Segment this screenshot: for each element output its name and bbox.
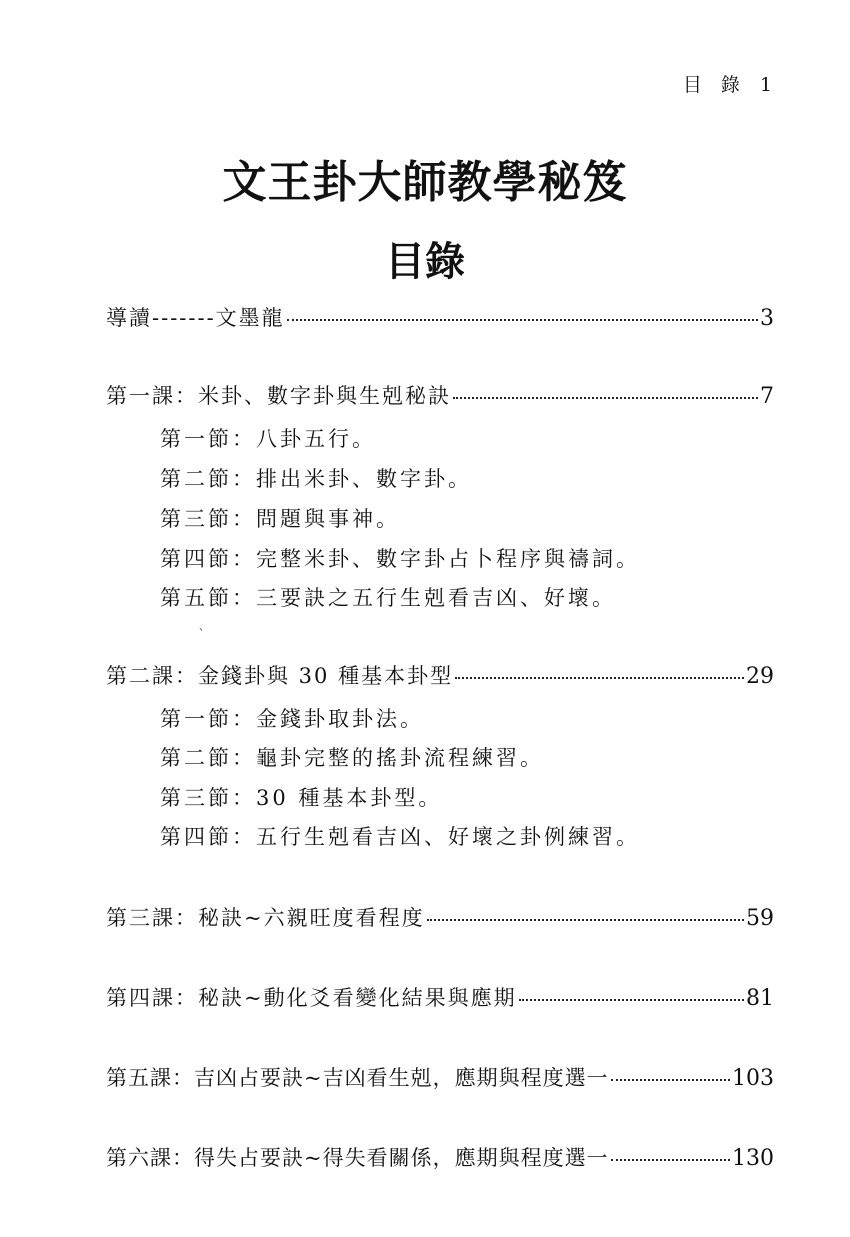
section-item: 第一節：金錢卦取卦法。 [160, 707, 424, 731]
toc-entry-lesson-5 [106, 1062, 774, 1092]
section-item: 第三節：問題與事神。 [160, 507, 400, 531]
toc-entry-page: 81 [746, 986, 774, 1011]
toc-entry-page: 59 [746, 906, 774, 931]
dot-leader [427, 919, 744, 921]
toc-heading: 目錄 [385, 239, 465, 285]
toc-entry-label: 第二課：金錢卦與 30 種基本卦型 [106, 664, 454, 688]
dot-leader [287, 319, 758, 321]
book-title: 文王卦大師教學秘笈 [222, 157, 628, 208]
toc-entry-label: 第四課：秘訣~動化爻看變化結果與應期 [106, 986, 517, 1010]
toc-entry-intro [106, 302, 774, 332]
toc-entry-label: 導讀-------文墨龍 [106, 306, 285, 330]
dot-leader [453, 397, 758, 399]
dot-leader [611, 1079, 730, 1081]
toc-entry-page: 103 [732, 1066, 774, 1091]
running-header [669, 70, 772, 97]
running-header-label: 目 錄 [682, 74, 740, 96]
dot-leader [519, 999, 744, 1001]
toc-entry-page: 29 [746, 664, 774, 689]
section-item: 第二節：排出米卦、數字卦。 [160, 467, 472, 491]
section-item: 第一節：八卦五行。 [160, 427, 376, 451]
toc-entry-label: 第三課：秘訣~六親旺度看程度 [106, 906, 425, 930]
toc-entry-lesson-4 [106, 982, 774, 1012]
toc-entry-label: 第一課：米卦、數字卦與生剋秘訣 [106, 384, 451, 408]
dot-leader [611, 1159, 730, 1161]
toc-entry-label: 第六課：得失占要訣~得失看關係，應期與程度選一 [106, 1146, 609, 1170]
toc-entry-page: 130 [732, 1146, 774, 1171]
dot-leader [455, 677, 744, 679]
toc-entry-lesson-1 [106, 380, 774, 410]
section-item: 第二節：龜卦完整的搖卦流程練習。 [160, 746, 544, 770]
section-item: 第三節：30 種基本卦型。 [160, 786, 443, 810]
section-item: 第五節：三要訣之五行生剋看吉凶、好壞。 [160, 586, 616, 610]
page-number: 1 [759, 74, 772, 96]
section-item: 第四節：五行生剋看吉凶、好壞之卦例練習。 [160, 825, 640, 849]
toc-entry-page: 3 [760, 306, 774, 331]
toc-entry-lesson-6 [106, 1142, 774, 1172]
section-item: 第四節：完整米卦、數字卦占卜程序與禱詞。 [160, 547, 640, 571]
toc-entry-lesson-3 [106, 902, 774, 932]
stray-mark: 、 [199, 622, 209, 633]
toc-entry-label: 第五課：吉凶占要訣~吉凶看生剋，應期與程度選一 [106, 1066, 609, 1090]
toc-entry-lesson-2 [106, 660, 774, 690]
toc-entry-page: 7 [760, 384, 774, 409]
